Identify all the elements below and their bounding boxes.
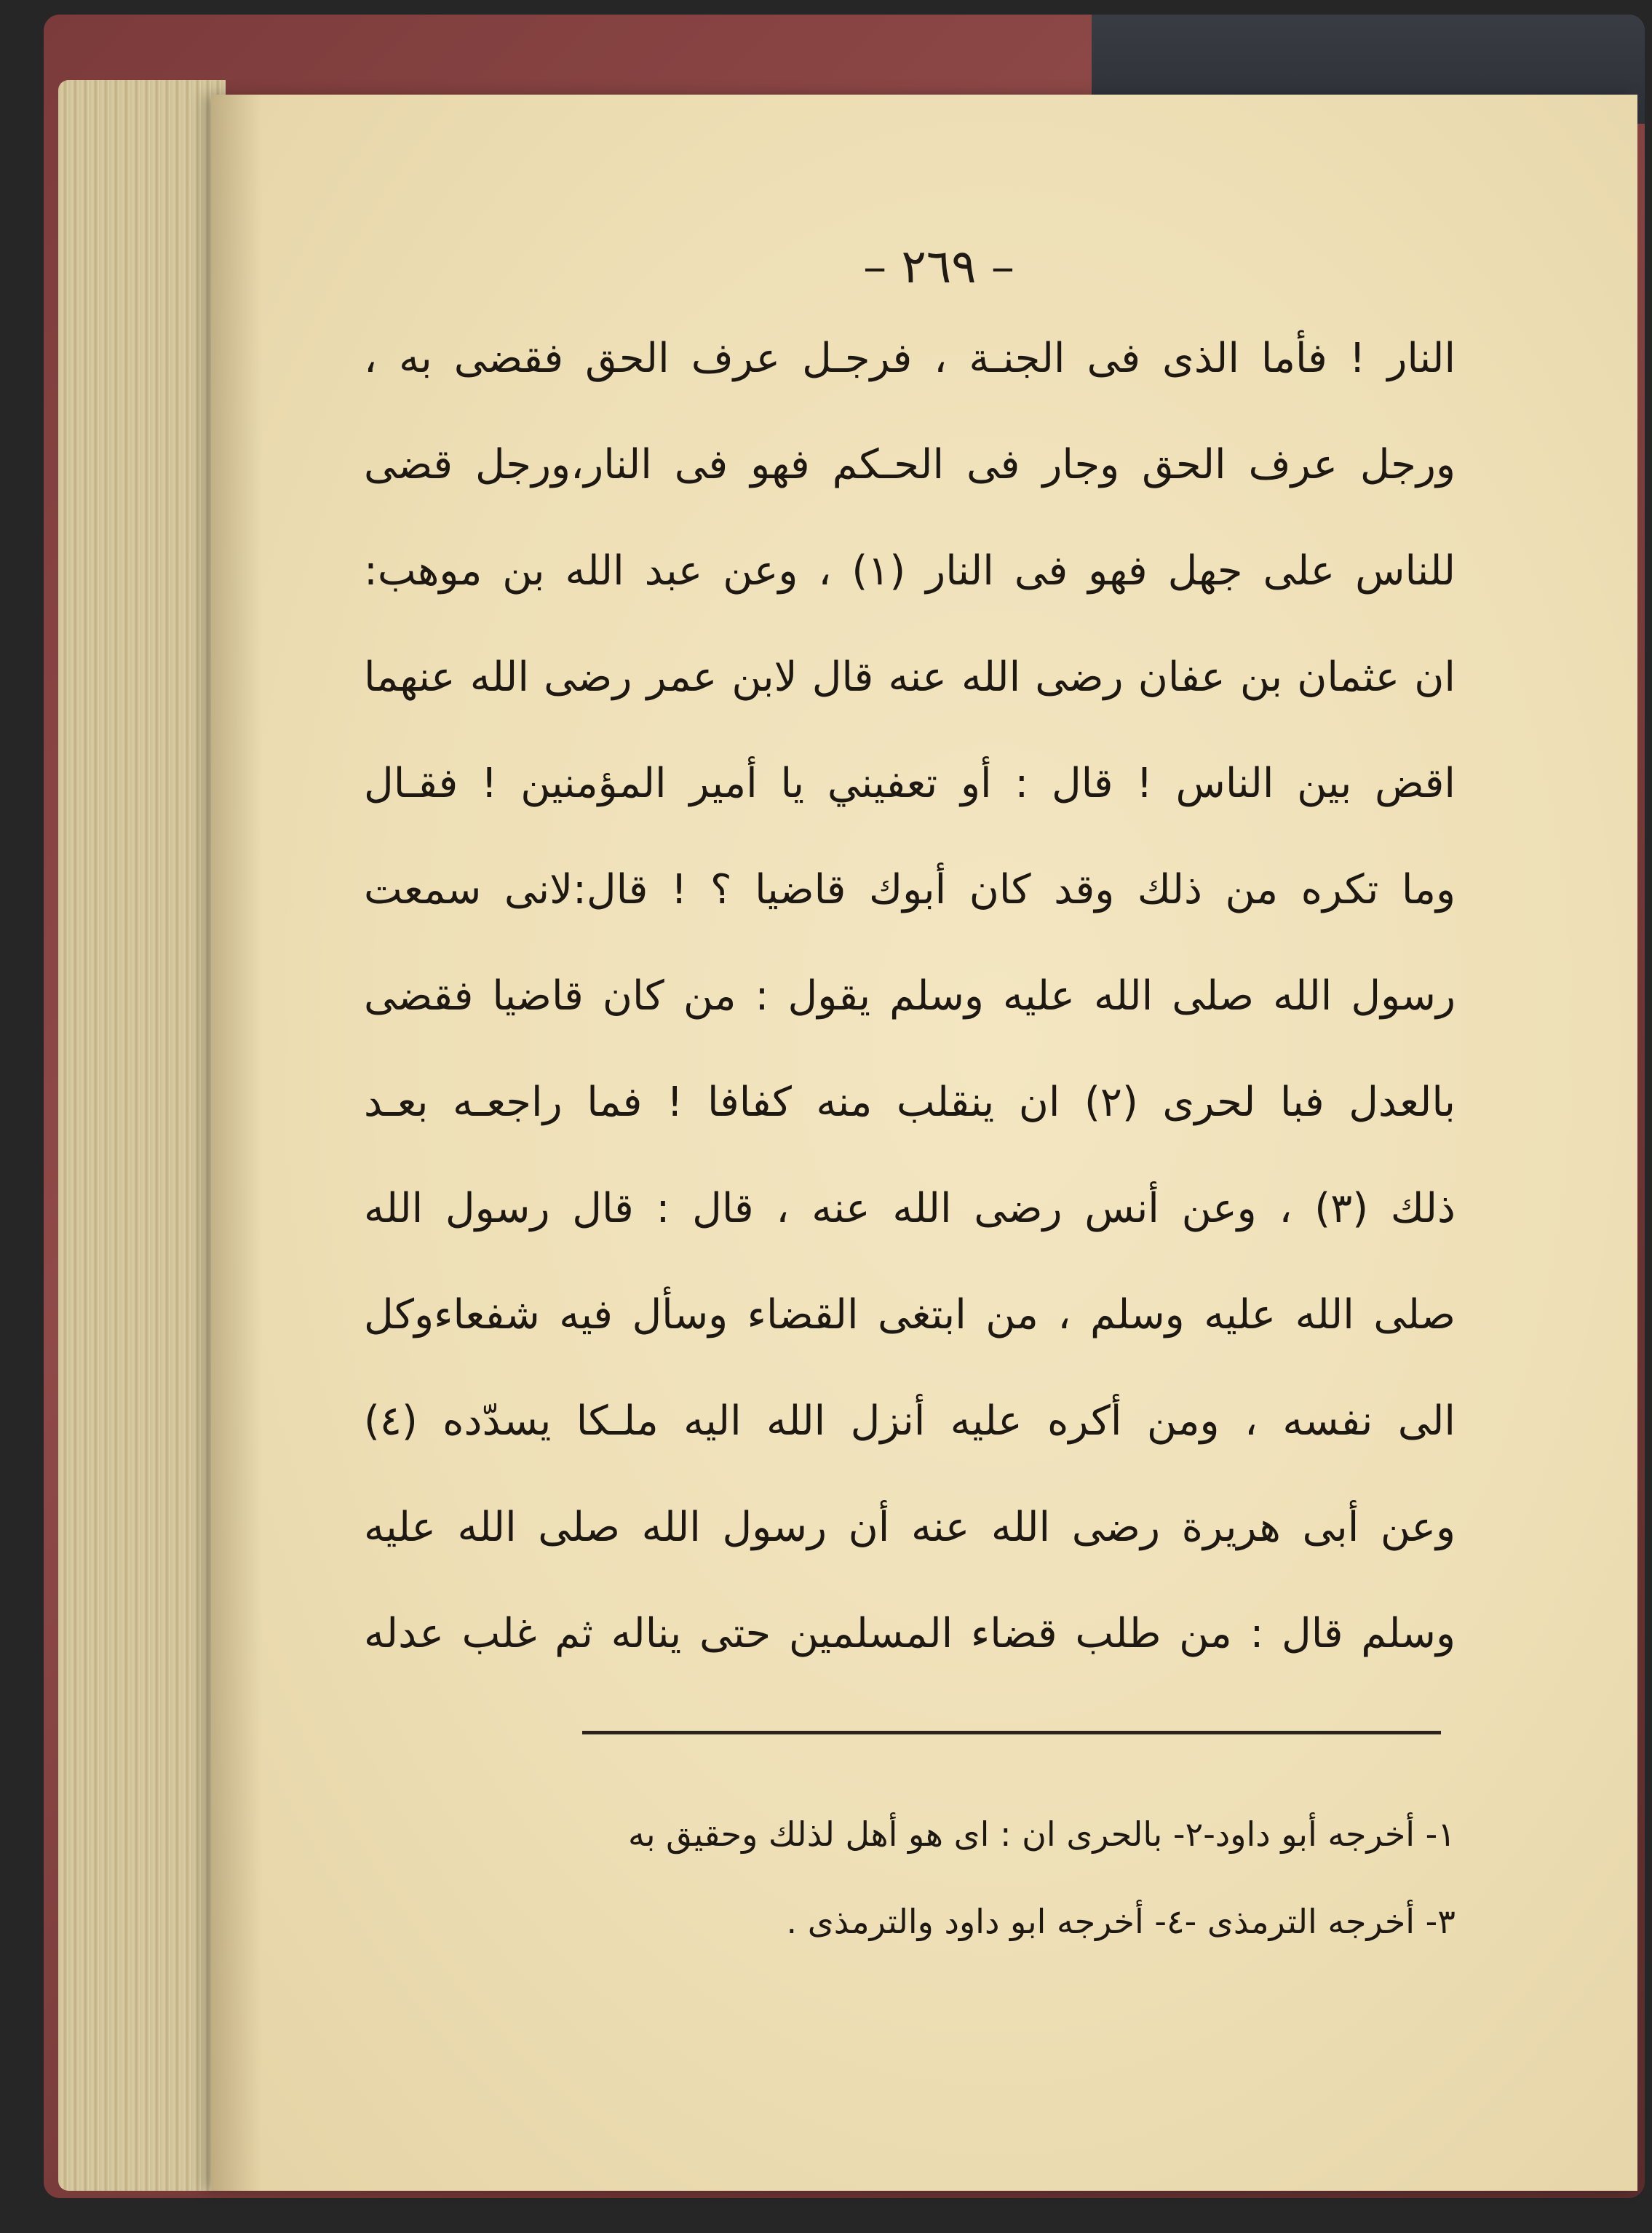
footnote-line: ٣- أخرجه الترمذى -٤- أخرجه ابو داود والترمذى . <box>786 1902 1456 1941</box>
text-line: اقض بين الناس ! قال : أو تعفيني يا أمير المؤمنين ! فقـال <box>364 760 1456 807</box>
footnote-divider <box>582 1731 1441 1734</box>
text-line: ورجل عرف الحق وجار فى الحـكم فهو فى النار،ورجل قضى <box>364 441 1456 488</box>
gutter-shadow <box>211 95 262 2191</box>
footnotes <box>364 1790 1456 1965</box>
text-line: وعن أبى هريرة رضى الله عنه أن رسول الله صلى الله عليه <box>364 1504 1456 1551</box>
page-number: – ٢٦٩ – <box>863 240 1014 294</box>
text-line: ان عثمان بن عفان رضى الله عنه قال لابن عمر رضى الله عنهما <box>364 654 1456 701</box>
text-line: وما تكره من ذلك وقد كان أبوك قاضيا ؟ ! قال:لانى سمعت <box>364 866 1456 913</box>
footnote-line: ١- أخرجه أبو داود-٢- بالحرى ان : اى هو أهل لذلك وحقيق به <box>628 1814 1456 1854</box>
text-line: للناس على جهل فهو فى النار (١) ، وعن عبد الله بن موهب: <box>364 547 1456 595</box>
text-line: النار ! فأما الذى فى الجنـة ، فرجـل عرف الحق فقضى به ، <box>364 335 1456 382</box>
text-line: بالعدل فبا لحرى (٢) ان ينقلب منه كفافا ! فما راجعـه بعـد <box>364 1079 1456 1126</box>
body-text <box>364 306 1456 1687</box>
book-page <box>211 95 1637 2191</box>
text-line: ذلك (٣) ، وعن أنس رضى الله عنه ، قال : قال رسول الله <box>364 1185 1456 1232</box>
text-line: رسول الله صلى الله عليه وسلم يقول : من كان قاضيا فقضى <box>364 972 1456 1020</box>
page-edges <box>58 80 226 2191</box>
text-line: وسلم قال : من طلب قضاء المسلمين حتى يناله ثم غلب عدله <box>364 1610 1456 1657</box>
text-line: الى نفسه ، ومن أكره عليه أنزل الله اليه ملـكا يسدّده (٤) <box>364 1397 1456 1445</box>
text-line: صلى الله عليه وسلم ، من ابتغى القضاء وسأل فيه شفعاءوكل <box>364 1291 1456 1338</box>
